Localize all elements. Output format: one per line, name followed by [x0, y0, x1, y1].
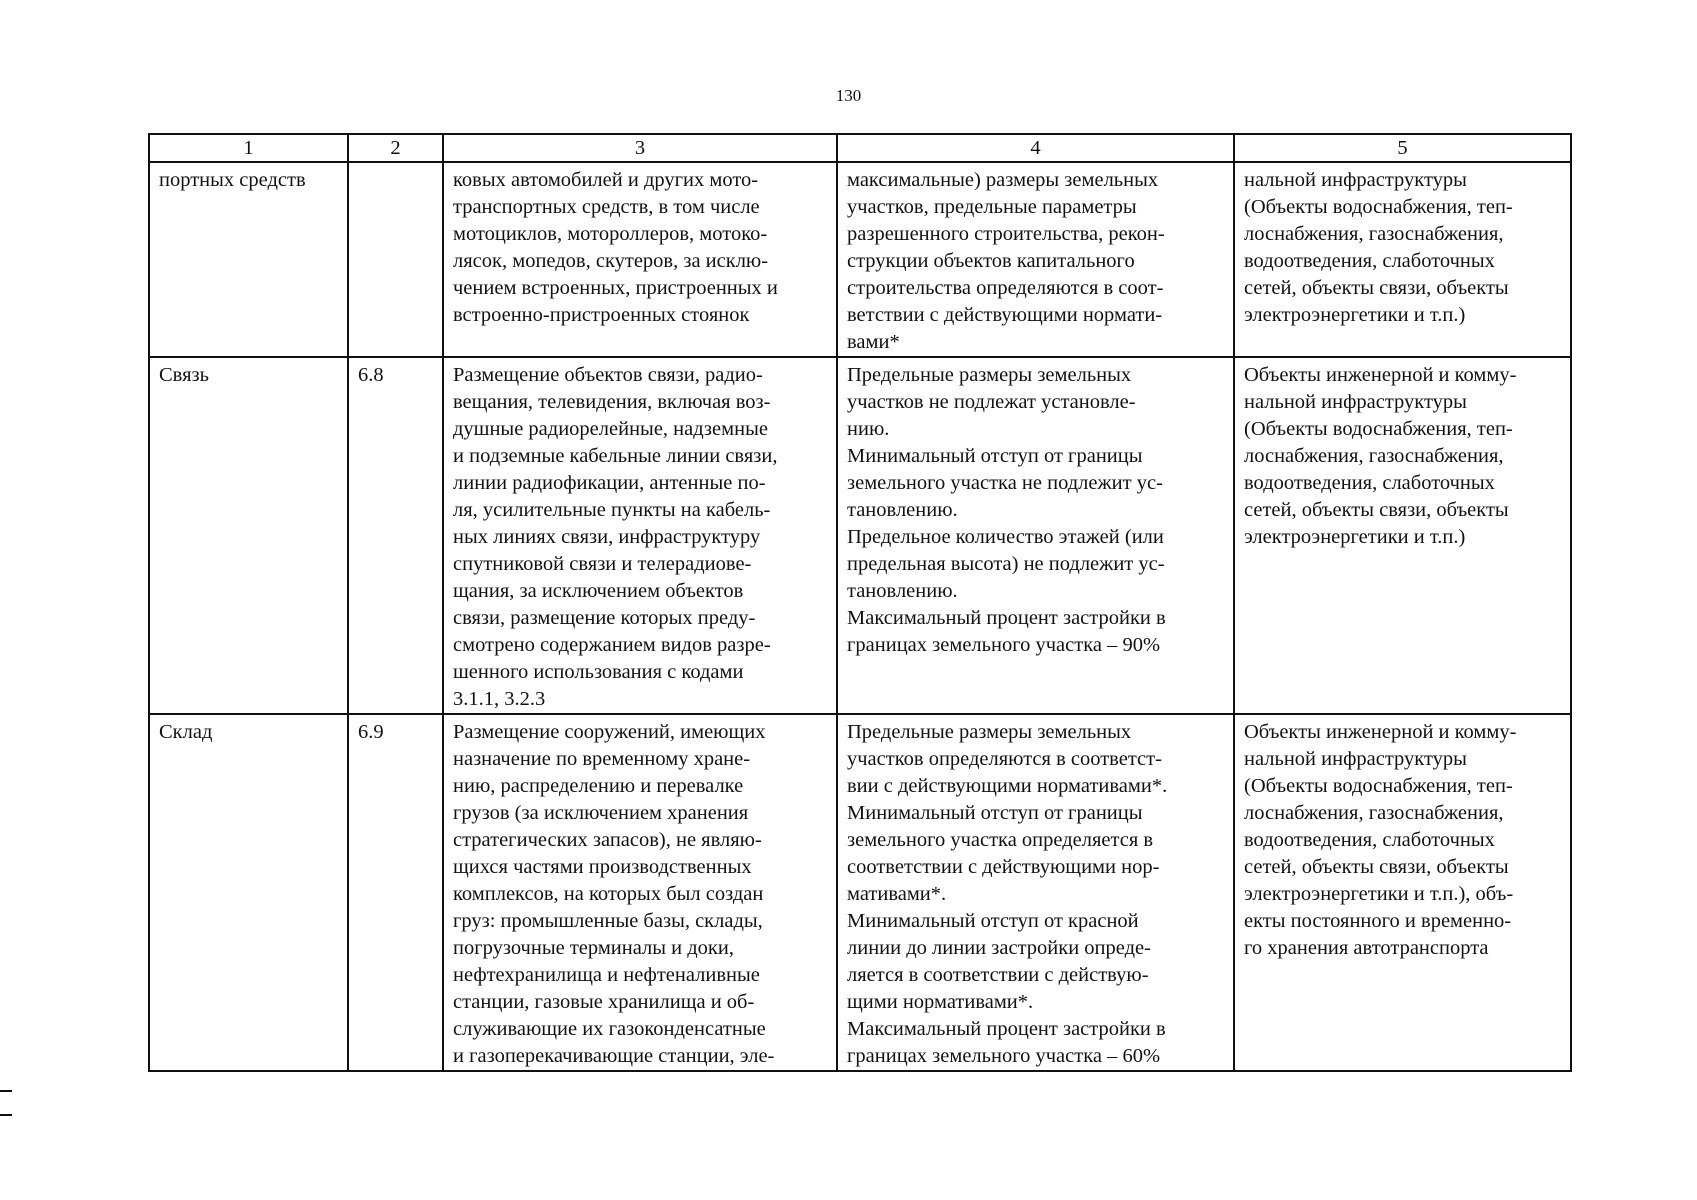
cell-text-line: сетей, объекты связи, объекты [1244, 856, 1509, 878]
use-code-cell [348, 162, 443, 357]
cell-text-line: электроэнергетики и т.п.) [1244, 304, 1466, 326]
regulations-table [148, 133, 1572, 1072]
cell-text-line: портных средств [159, 169, 306, 191]
cell-text-line: электроэнергетики и т.п.), объ- [1244, 883, 1514, 905]
table-row [149, 357, 1571, 714]
cell-text-line: разрешенного строительства, рекон- [847, 223, 1165, 245]
cell-text-line: станции, газовые хранилища и об- [453, 991, 755, 1013]
cell-text-line: Минимальный отступ от границы [847, 802, 1143, 824]
use-parameters-cell [837, 162, 1234, 357]
cell-text-line: комплексов, на которых был создан [453, 883, 764, 905]
cell-text-line: Объекты инженерной и комму- [1244, 721, 1517, 743]
cell-text-line: транспортных средств, в том числе [453, 196, 760, 218]
header-cell-1: 1 [149, 134, 348, 162]
cell-text-line: назначение по временному хране- [453, 748, 751, 770]
cell-text-line: электроэнергетики и т.п.) [1244, 526, 1466, 548]
cell-text-line: водоотведения, слаботочных [1244, 829, 1495, 851]
use-description-cell [443, 357, 837, 714]
cell-text-line: нию, распределению и перевалке [453, 775, 744, 797]
cell-text-line: водоотведения, слаботочных [1244, 250, 1495, 272]
table-row [149, 714, 1571, 1071]
use-name-cell [149, 357, 348, 714]
cell-text-line: спутниковой связи и телерадиове- [453, 553, 752, 575]
cell-text-line: екты постоянного и временно- [1244, 910, 1512, 932]
cell-text-line: соответствии с действующими нор- [847, 856, 1160, 878]
cell-text-line: Минимальный отступ от границы [847, 445, 1143, 467]
cell-text-line: Объекты инженерной и комму- [1244, 364, 1517, 386]
header-cell-3: 3 [443, 134, 837, 162]
cell-text-line: участков не подлежат установле- [847, 391, 1136, 413]
cell-text-line: вии с действующими нормативами*. [847, 775, 1168, 797]
cell-text-line: вами* [847, 331, 900, 353]
cell-text-line: Минимальный отступ от красной [847, 910, 1139, 932]
cell-text-line: 6.9 [358, 721, 384, 743]
use-parameters-cell [837, 714, 1234, 1071]
cell-text-line: Размещение объектов связи, радио- [453, 364, 763, 386]
cell-text-line: погрузочные терминалы и доки, [453, 937, 734, 959]
cell-text-line: Максимальный процент застройки в [847, 607, 1166, 629]
use-description-cell [443, 714, 837, 1071]
cell-text-line: лясок, мопедов, скутеров, за исклю- [453, 250, 769, 272]
cell-text-line: Предельные размеры земельных [847, 721, 1132, 743]
cell-text-line: душные радиорелейные, надземные [453, 418, 768, 440]
cell-text-line: шенного использования с кодами [453, 661, 744, 683]
cell-text-line: грузов (за исключением хранения [453, 802, 749, 824]
cell-text-line: мативами*. [847, 883, 947, 905]
cell-text-line: предельная высота) не подлежит ус- [847, 553, 1165, 575]
use-code-cell [348, 357, 443, 714]
cell-text-line: тановлению. [847, 499, 958, 521]
auxiliary-uses-cell [1234, 714, 1571, 1071]
header-cell-5: 5 [1234, 134, 1571, 162]
cell-text-line: ветствии с действующими нормати- [847, 304, 1163, 326]
page-number: 130 [835, 86, 862, 105]
cell-text-line: максимальные) размеры земельных [847, 169, 1159, 191]
cell-text-line: участков, предельные параметры [847, 196, 1137, 218]
auxiliary-uses-cell [1234, 162, 1571, 357]
cell-text-line: лоснабжения, газоснабжения, [1244, 802, 1504, 824]
margin-tick [0, 1114, 12, 1116]
table-row [149, 162, 1571, 357]
cell-text-line: го хранения автотранспорта [1244, 937, 1489, 959]
cell-text-line: лоснабжения, газоснабжения, [1244, 445, 1504, 467]
cell-text-line: нальной инфраструктуры [1244, 748, 1467, 770]
cell-text-line: и подземные кабельные линии связи, [453, 445, 778, 467]
cell-text-line: стратегических запасов), не являю- [453, 829, 762, 851]
cell-text-line: щими нормативами*. [847, 991, 1034, 1013]
cell-text-line: встроенно-пристроенных стоянок [453, 304, 750, 326]
use-description-cell [443, 162, 837, 357]
auxiliary-uses-cell [1234, 357, 1571, 714]
cell-text-line: Предельное количество этажей (или [847, 526, 1164, 548]
cell-text-line: строительства определяются в соот- [847, 277, 1164, 299]
cell-text-line: нефтехранилища и нефтеналивные [453, 964, 760, 986]
cell-text-line: чением встроенных, пристроенных и [453, 277, 778, 299]
cell-text-line: связи, размещение которых преду- [453, 607, 756, 629]
cell-text-line: Связь [159, 364, 209, 386]
cell-text-line: служивающие их газоконденсатные [453, 1018, 766, 1040]
cell-text-line: вещания, телевидения, включая воз- [453, 391, 771, 413]
cell-text-line: Максимальный процент застройки в [847, 1018, 1166, 1040]
cell-text-line: Предельные размеры земельных [847, 364, 1132, 386]
cell-text-line: ляется в соответствии с действую- [847, 964, 1149, 986]
cell-text-line: линии до линии застройки опреде- [847, 937, 1151, 959]
cell-text-line: участков определяются в соответст- [847, 748, 1162, 770]
cell-text-line: границах земельного участка – 90% [847, 634, 1161, 656]
cell-text-line: земельного участка определяется в [847, 829, 1154, 851]
use-name-cell [149, 162, 348, 357]
cell-text-line: груз: промышленные базы, склады, [453, 910, 763, 932]
cell-text-line: нальной инфраструктуры [1244, 391, 1467, 413]
cell-text-line: ля, усилительные пункты на кабель- [453, 499, 771, 521]
header-row [149, 134, 1571, 162]
cell-text-line: (Объекты водоснабжения, теп- [1244, 775, 1513, 797]
header-cell-4: 4 [837, 134, 1234, 162]
cell-text-line: Размещение сооружений, имеющих [453, 721, 766, 743]
cell-text-line: и газоперекачивающие станции, эле- [453, 1045, 775, 1067]
cell-text-line: щания, за исключением объектов [453, 580, 744, 602]
cell-text-line: сетей, объекты связи, объекты [1244, 277, 1509, 299]
cell-text-line: нальной инфраструктуры [1244, 169, 1467, 191]
cell-text-line: смотрено содержанием видов разре- [453, 634, 771, 656]
cell-text-line: сетей, объекты связи, объекты [1244, 499, 1509, 521]
cell-text-line: водоотведения, слаботочных [1244, 472, 1495, 494]
header-cell-2: 2 [348, 134, 443, 162]
cell-text-line: струкции объектов капитального [847, 250, 1135, 272]
margin-tick [0, 1090, 12, 1092]
cell-text-line: нию. [847, 418, 890, 440]
cell-text-line: (Объекты водоснабжения, теп- [1244, 196, 1513, 218]
cell-text-line: (Объекты водоснабжения, теп- [1244, 418, 1513, 440]
use-code-cell [348, 714, 443, 1071]
cell-text-line: ковых автомобилей и других мото- [453, 169, 759, 191]
cell-text-line: 6.8 [358, 364, 384, 386]
cell-text-line: границах земельного участка – 60% [847, 1045, 1161, 1067]
cell-text-line: земельного участка не подлежит ус- [847, 472, 1163, 494]
cell-text-line: лоснабжения, газоснабжения, [1244, 223, 1504, 245]
cell-text-line: линии радиофикации, антенные по- [453, 472, 766, 494]
cell-text-line: 3.1.1, 3.2.3 [453, 688, 546, 710]
cell-text-line: щихся частями производственных [453, 856, 752, 878]
use-name-cell [149, 714, 348, 1071]
cell-text-line: Склад [159, 721, 213, 743]
cell-text-line: мотоциклов, мотороллеров, мотоко- [453, 223, 768, 245]
use-parameters-cell [837, 357, 1234, 714]
cell-text-line: тановлению. [847, 580, 958, 602]
cell-text-line: ных линиях связи, инфраструктуру [453, 526, 761, 548]
